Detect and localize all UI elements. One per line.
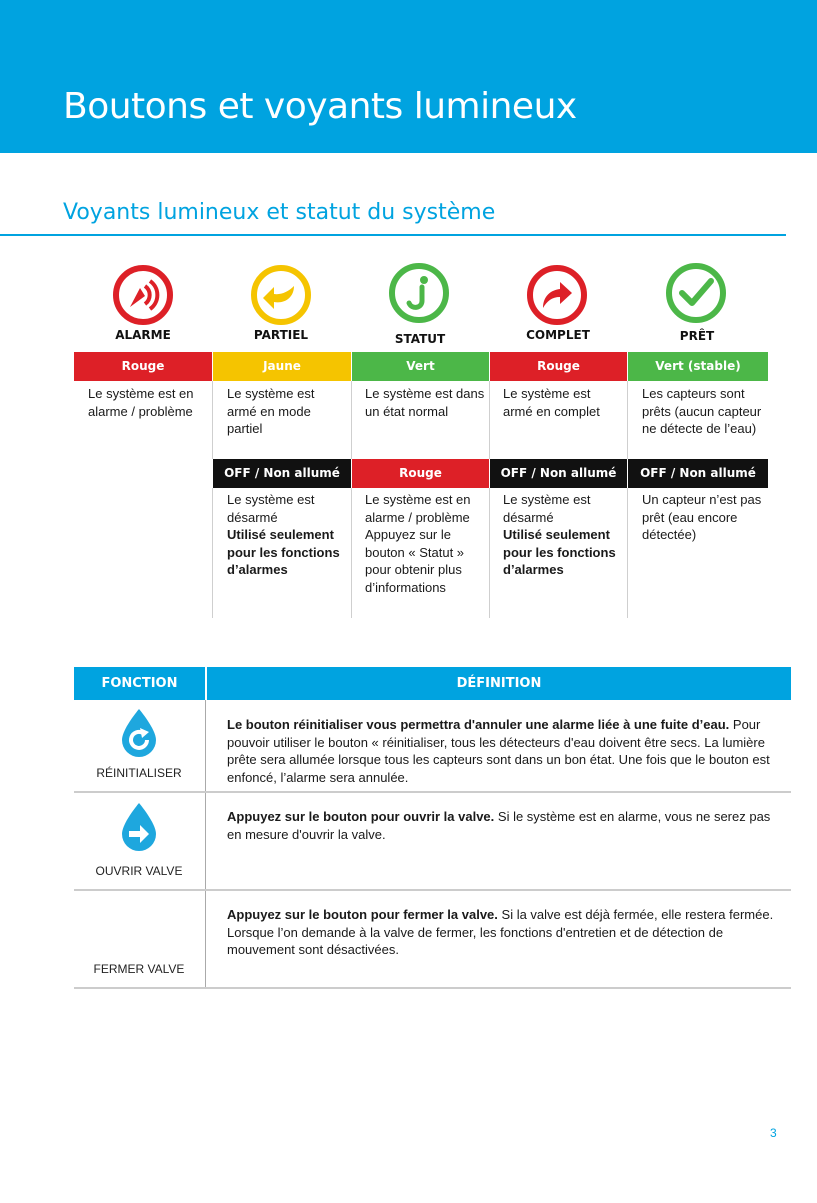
definition-fermer-valve-lead: Appuyez sur le bouton pour fermer la valve. [227,907,498,922]
table-header-definition: DÉFINITION [207,667,791,700]
status-desc2-partiel-text: Le système est désarmé [227,492,315,525]
grid-line [627,381,628,459]
color-bar-complet: Rouge [490,352,627,381]
status-label-pret: PRÊT [679,329,715,343]
alarm-icon [112,264,174,326]
definition-reinitialiser-text: Pour pouvoir utiliser le bouton « réinitialiser, tous les détecteurs d'eau doivent être secs. La lumière prête sera allumée lorsque tous les capteurs sont dans un bon état. Une fois que le bouton est enfoncé, l’alarme sera annulée. [227,717,770,785]
status-desc2-partiel-note: Utilisé seulement pour les fonctions d’alarmes [227,527,340,578]
status-desc-pret: Les capteurs sont prêts (aucun capteur ne détecte de l’eau) [642,386,762,437]
section-divider [0,234,786,236]
definition-ouvrir-valve-lead: Appuyez sur le bouton pour ouvrir la valve. [227,809,495,824]
section-title: Voyants lumineux et statut du système [63,200,496,225]
status-label-complet: COMPLET [526,328,590,342]
color-bar-partiel: Jaune [213,352,351,381]
reset-drop-icon [118,707,160,759]
function-label-reinitialiser: RÉINITIALISER [96,766,182,780]
status-label-partiel: PARTIEL [253,328,309,342]
status-desc2-complet-note: Utilisé seulement pour les fonctions d’alarmes [503,527,616,578]
off-bar-pret: OFF / Non allumé [628,459,768,488]
grid-line [351,381,352,459]
red-bar-statut: Rouge [352,459,489,488]
definition-ouvrir-valve-text: Si le système est en alarme, vous ne serez pas en mesure d'ouvrir la valve. [227,809,771,842]
page-number: 3 [770,1126,777,1140]
status-desc2-partiel [227,491,347,579]
complete-arrow-icon [526,264,588,326]
grid-line [212,381,213,459]
color-bar-statut: Vert [352,352,489,381]
status-desc2-pret: Un capteur n’est pas prêt (eau encore détectée) [642,492,762,543]
color-bar-alarme: Rouge [74,352,212,381]
status-desc-complet: Le système est armé en complet [503,386,600,419]
off-bar-complet: OFF / Non allumé [490,459,627,488]
function-label-fermer-valve: FERMER VALVE [93,962,185,976]
status-desc-alarme: Le système est en alarme / problème [88,386,194,419]
grid-line [489,488,490,618]
row-divider [74,791,791,793]
ready-check-icon [665,262,727,324]
status-label-alarme: ALARME [115,328,171,342]
partial-arrow-icon [250,264,312,326]
color-bar-pret: Vert (stable) [628,352,768,381]
definition-fermer-valve-text: Si la valve est déjà fermée, elle restera fermée. Lorsque l’on demande à la valve de fermer, les fonctions d'entretien et de détection de mouvement sont désactivées. [227,907,774,958]
table-header-function: FONCTION [74,667,205,700]
table-column-divider [205,700,206,988]
open-valve-drop-icon [118,801,160,853]
status-label-statut: STATUT [394,332,446,346]
row-divider [74,889,791,891]
definition-reinitialiser-lead: Le bouton réinitialiser vous permettra d'annuler une alarme liée à une fuite d’eau. [227,717,730,732]
grid-line [351,488,352,618]
header-banner [0,0,817,153]
grid-line [489,381,490,459]
definition-fermer-valve [227,906,777,959]
definition-reinitialiser [227,716,777,786]
off-bar-partiel: OFF / Non allumé [213,459,351,488]
status-desc2-complet [503,491,623,579]
status-desc-statut: Le système est dans un état normal [365,386,485,419]
page-title: Boutons et voyants lumineux [63,86,577,127]
status-info-icon [388,262,450,324]
definition-ouvrir-valve [227,808,777,843]
grid-line [212,488,213,618]
status-desc-partiel: Le système est armé en mode partiel [227,386,315,437]
grid-line [627,488,628,618]
status-desc2-complet-text: Le système est désarmé [503,492,591,525]
function-label-ouvrir-valve: OUVRIR VALVE [95,864,183,878]
row-divider [74,987,791,989]
status-desc2-statut: Le système est en alarme / problème Appuyez sur le bouton « Statut » pour obtenir plus d’informations [365,492,471,595]
